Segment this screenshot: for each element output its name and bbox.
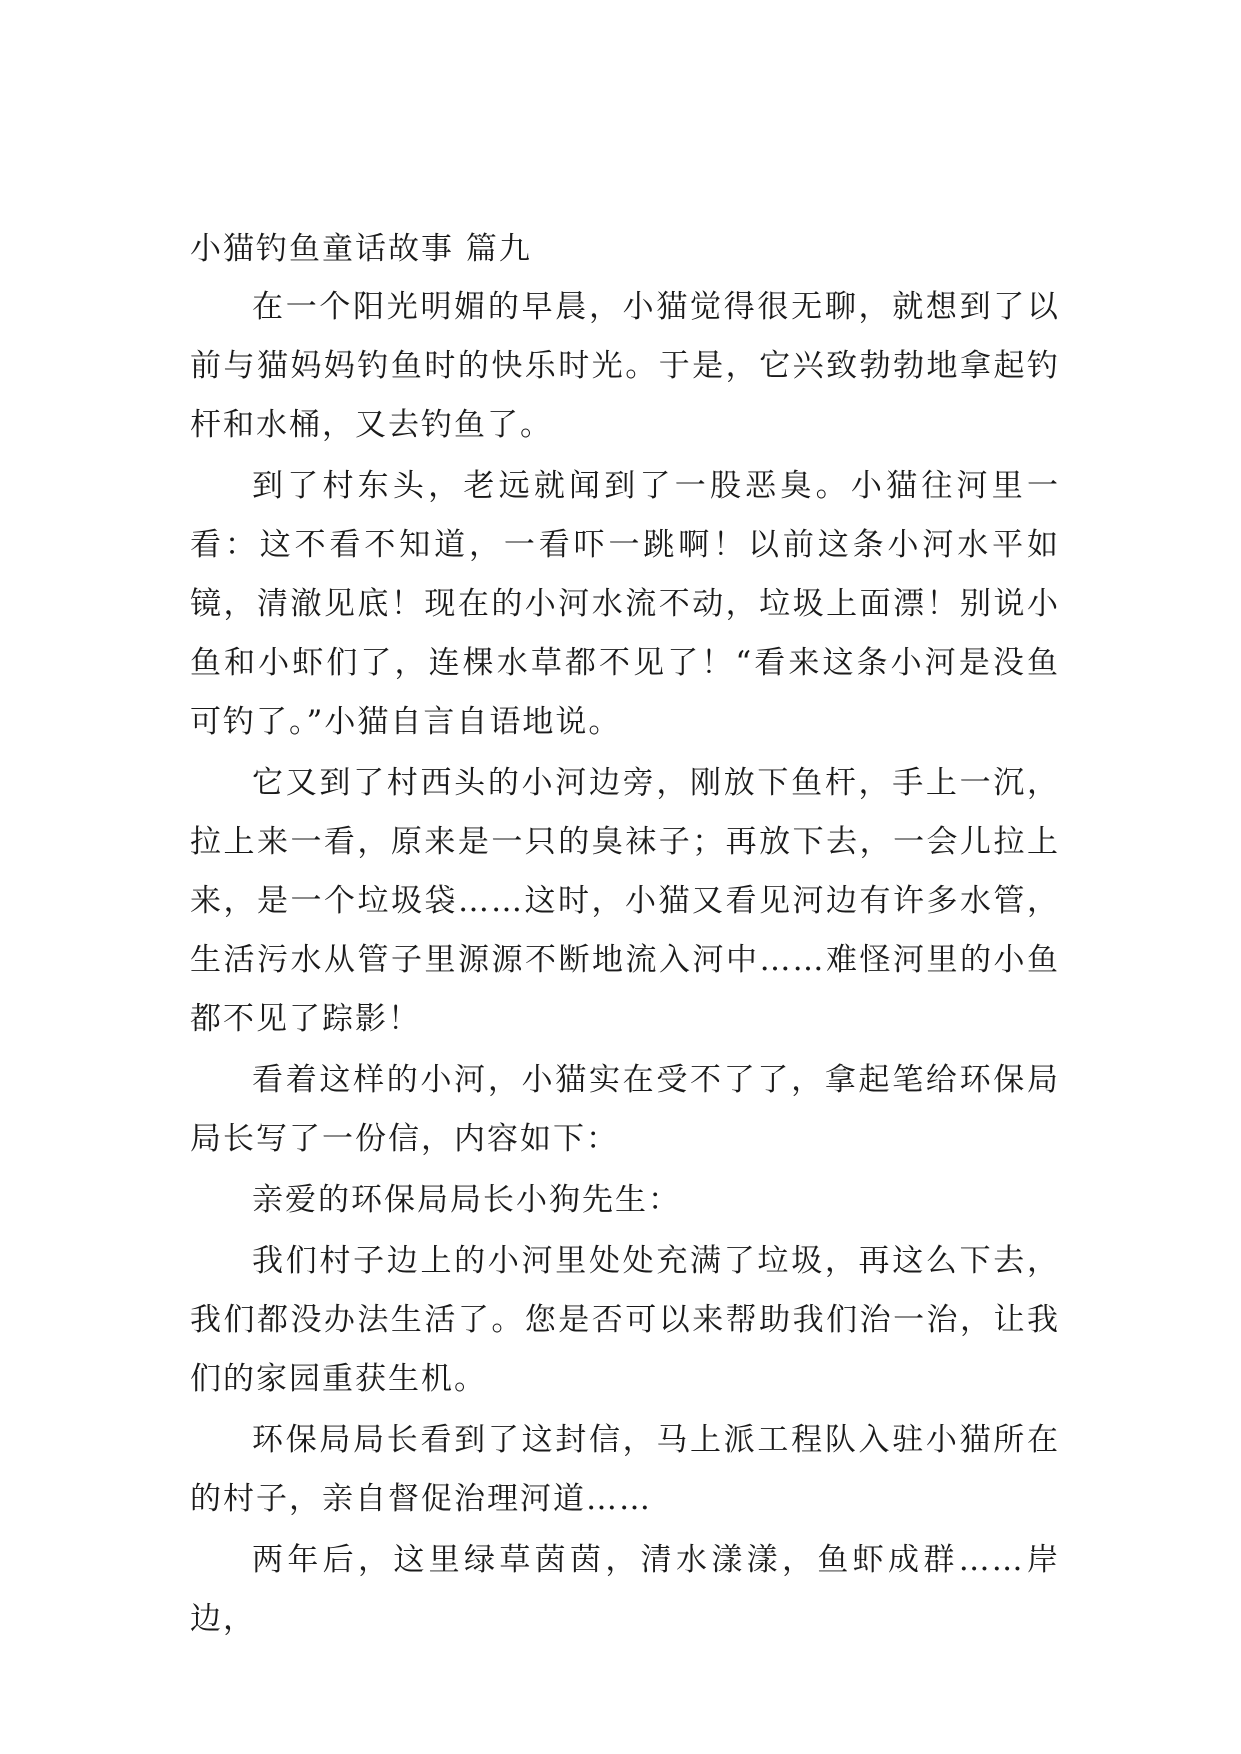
paragraph: 在一个阳光明媚的早晨，小猫觉得很无聊，就想到了以前与猫妈妈钓鱼时的快乐时光。于是，它兴致勃勃地拿起钓杆和水桶，又去钓鱼了。 — [190, 289, 1060, 443]
document-title: 小猫钓鱼童话故事 篇九 — [190, 231, 532, 267]
paragraph: 到了村东头，老远就闻到了一股恶臭。小猫往河里一看：这不看不知道，一看吓一跳啊！以前这条小河水平如镜，清澈见底！现在的小河水流不动，垃圾上面漂！别说小鱼和小虾们了，连棵水草都不见了！“看来这条小河是没鱼可钓了。”小猫自言自语地说。 — [190, 468, 1060, 740]
paragraph: 看着这样的小河，小猫实在受不了了，拿起笔给环保局局长写了一份信，内容如下： — [190, 1062, 1060, 1157]
paragraph: 环保局局长看到了这封信，马上派工程队入驻小猫所在的村子，亲自督促治理河道…… — [190, 1422, 1060, 1517]
paragraph: 它又到了村西头的小河边旁，刚放下鱼杆，手上一沉，拉上来一看，原来是一只的臭袜子；再放下去，一会儿拉上来，是一个垃圾袋……这时，小猫又看见河边有许多水管，生活污水从管子里源源不断地流入河中……难怪河里的小鱼都不见了踪影！ — [190, 765, 1060, 1037]
letter-salutation: 亲爱的环保局局长小狗先生： — [252, 1182, 681, 1218]
paragraph: 两年后，这里绿草茵茵，清水漾漾，鱼虾成群……岸边， — [190, 1542, 1060, 1637]
document-page — [190, 220, 1060, 1651]
letter-body: 我们村子边上的小河里处处充满了垃圾，再这么下去，我们都没办法生活了。您是否可以来帮助我们治一治，让我们的家园重获生机。 — [190, 1243, 1060, 1397]
